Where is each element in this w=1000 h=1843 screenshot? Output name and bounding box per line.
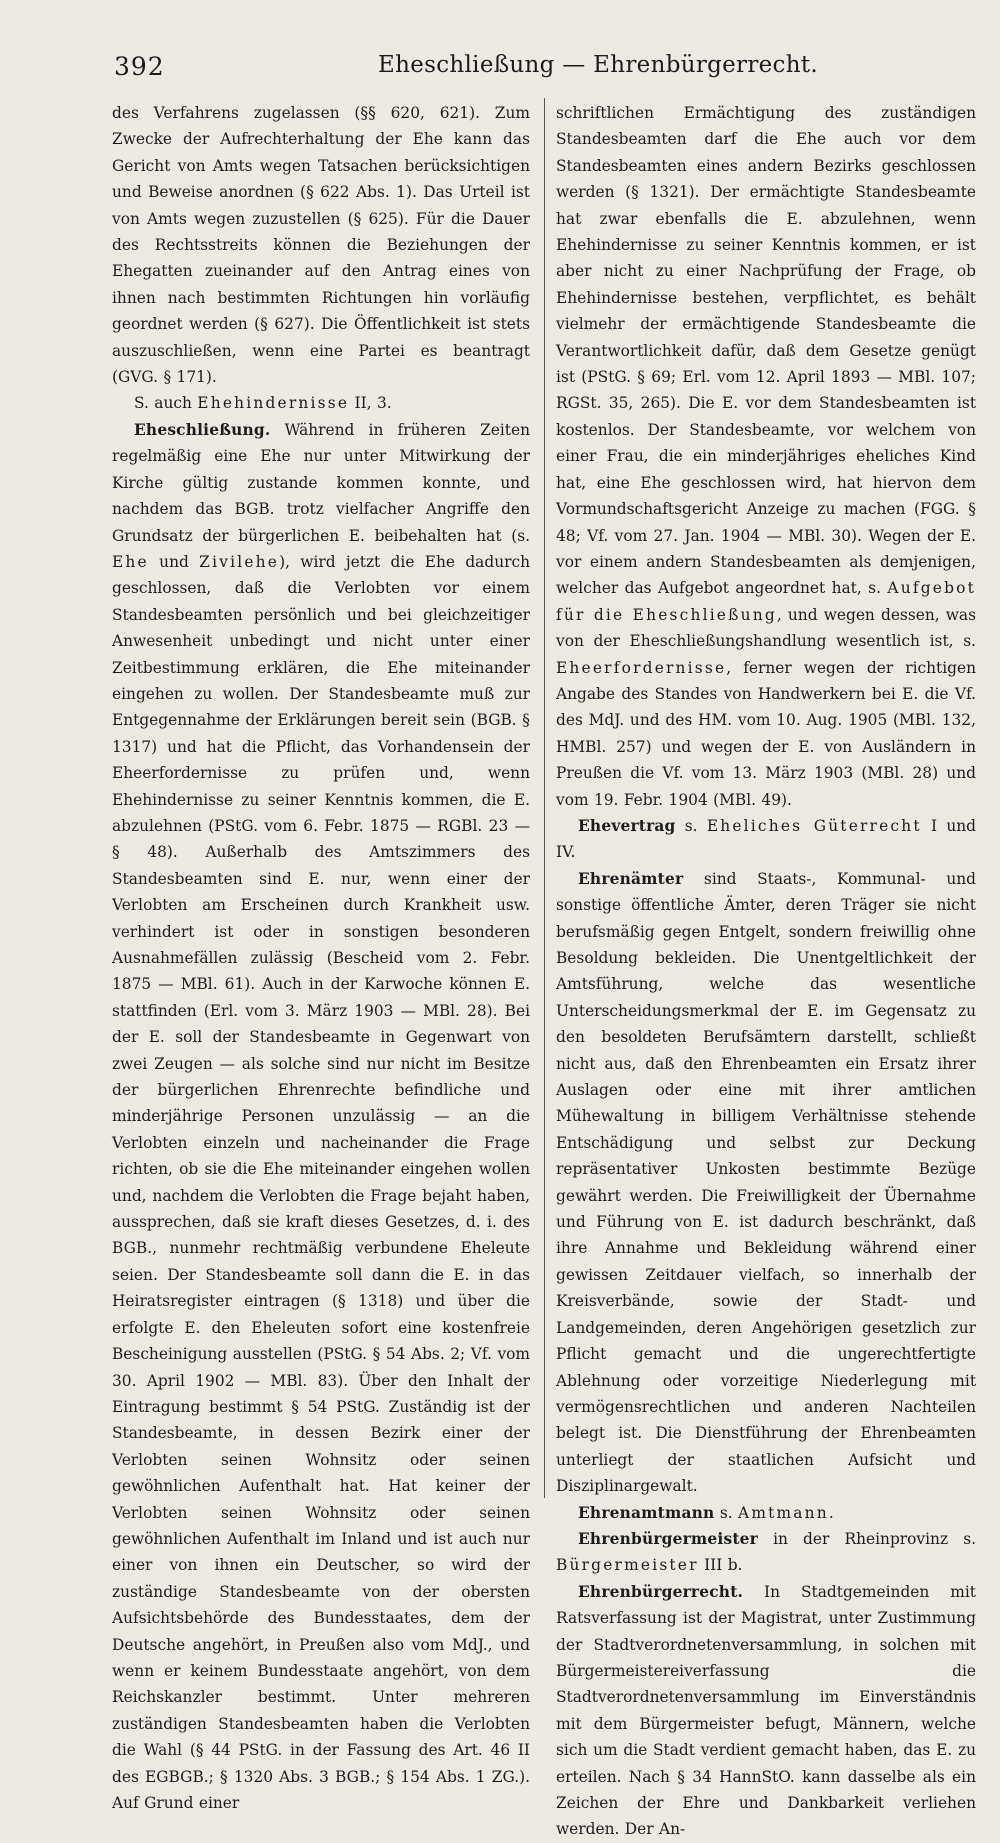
entry-text: s. — [675, 816, 707, 835]
cross-reference: Eheerfordernisse — [556, 658, 727, 677]
entry-text: schriftlichen Ermächtigung des zuständigen Standesbeamten darf die Ehe auch vor dem Standesbeamten eines andern Bezirks geschlossen werden (§ 1321). Der ermächtigte Standesbeamte hat zwar ebenfalls die E. abzulehnen, wenn Ehehindernisse zu seiner Kenntnis kommen, er ist aber nicht zu einer Nachprüfung der Frage, ob Ehehindernisse bestehen, verpflichtet, es behält vielmehr der ermächtigende Standesbeamte die Verantwortlichkeit dafür, daß dem Gesetze genügt ist (PStG. § 69; Erl. vom 12. April 1893 — MBl. 107; RGSt. 35, 265). Die E. vor dem Standesbeamten ist kostenlos. Der Standesbeamte, vor welchem von einer Frau, die ein minderjähriges eheliches Kind hat, eine Ehe geschlossen wird, hat hiervon dem Vormundschaftsgericht Anzeige zu machen (FGG. § 48; Vf. vom 27. Jan. 1904 — MBl. 30). Wegen der E. vor einem andern Standesbeamten als demjenigen, welcher das Aufgebot angeordnet hat, s. — [556, 104, 976, 598]
entry-text: III b. — [698, 1556, 743, 1575]
entry-headword: Ehevertrag — [578, 816, 676, 835]
page-header — [104, 46, 984, 86]
entry-ehrenamtmann — [556, 1500, 976, 1526]
cross-reference: Zivilehe — [199, 552, 280, 571]
cross-reference: Aufgebot für die Eheschließung — [556, 579, 976, 624]
ref-suffix: II, 3. — [349, 394, 392, 413]
entry-ehrenbuergermeister — [556, 1526, 976, 1579]
cross-reference: Amtmann — [738, 1503, 829, 1522]
cross-reference: Ehehindernisse — [197, 394, 350, 413]
entry-text: . — [828, 1503, 834, 1522]
entry-headword: Ehrenämter — [578, 869, 684, 888]
entry-text: s. — [714, 1503, 738, 1522]
entry-ehevertrag — [556, 813, 976, 866]
running-title: Eheschließung — Ehrenbürgerrecht. — [378, 52, 819, 78]
cross-reference: Bürgermeister — [556, 1556, 699, 1575]
column-divider — [544, 98, 545, 1498]
entry-eheschliessung — [112, 417, 530, 1817]
entry-text: Während in früheren Zeiten regelmäßig eine Ehe nur unter Mitwirkung der Kirche gültig zustande kommen konnte, und nachdem das BGB. trotz vielfacher Angriffe den Grundsatz der bürgerlichen E. beibehalten hat (s. — [112, 420, 530, 545]
entry-text: und — [148, 552, 200, 571]
cross-reference-paragraph — [112, 390, 530, 416]
cross-reference: Ehe — [112, 552, 149, 571]
ref-prefix: S. auch — [134, 394, 198, 413]
entry-headword: Ehrenbürgerrecht. — [578, 1582, 744, 1601]
entry-text: , und wegen dessen, was von der Eheschließungshandlung wesentlich ist, s. — [556, 605, 976, 651]
entry-text: ), wird jetzt die Ehe dadurch geschlossen, daß die Verlobten vor einem Standesbeamten persönlich und bei gleichzeitiger Anwesenheit unbedingt und nicht unter einer Zeitbestimmung erklären, die Ehe miteinander eingehen zu wollen. Der Standesbeamte muß zur Entgegennahme der Erklärungen bereit sein (BGB. § 1317) und hat die Pflicht, das Vorhandensein der Eheerfordernisse zu prüfen und, wenn Ehehindernisse zu seiner Kenntnis kommen, die E. abzulehnen (PStG. vom 6. Febr. 1875 — RGBl. 23 — § 48). Außerhalb des Amtszimmers des Standesbeamten sind E. nur, wenn einer der Verlobten am Erscheinen durch Krankheit usw. verhindert ist oder in sonstigen besonderen Ausnahmefällen zulässig (Bescheid vom 2. Febr. 1875 — MBl. 61). Auch in der Karwoche können E. stattfinden (Erl. vom 3. März 1903 — MBl. 28). Bei der E. soll der Standesbeamte in Gegenwart von zwei Zeugen — als solche sind nur nicht im Besitze der bürgerlichen Ehrenrechte befindliche und minderjährige Personen unzulässig — an die Verlobten einzeln und nacheinander die Frage richten, ob sie die Ehe miteinander eingehen wollen und, nachdem die Verlobten die Frage bejaht haben, aussprechen, daß sie kraft dieses Gesetzes, d. i. des BGB., nunmehr rechtmäßig verbundene Eheleute seien. Der Standesbeamte soll dann die E. in das Heiratsregister eintragen (§ 1318) und über die erfolgte E. den Eheleuten sofort eine kostenfreie Bescheinigung ausstellen (PStG. § 54 Abs. 2; Vf. vom 30. April 1902 — MBl. 83). Über den Inhalt der Eintragung bestimmt § 54 PStG. Zuständig ist der Standesbeamte, in dessen Bezirk einer der Verlobten seinen Wohnsitz oder seinen gewöhnlichen Aufenthalt hat. Hat keiner der Verlobten seinen Wohnsitz oder seinen gewöhnlichen Aufenthalt im Inland und ist auch nur einer von ihnen ein Deutscher, so wird der zuständige Standesbeamte von der obersten Aufsichtsbehörde des Bundesstaates, dem der Deutsche angehört, in Preußen also vom MdJ., und wenn er keinem Bundesstaate angehört, von dem Reichskanzler bestimmt. Unter mehreren zuständigen Standesbeamten haben die Verlobten die Wahl (§ 44 PStG. in der Fassung des Art. 46 II des EGBGB.; § 1320 Abs. 3 BGB.; § 154 Abs. 1 ZG.). Auf Grund einer — [112, 552, 531, 1812]
entry-text: , ferner wegen der richtigen Angabe des Standes von Handwerkern bei E. die Vf. des MdJ. und des HM. vom 10. Aug. 1905 (MBl. 132, HMBl. 257) und wegen der E. von Ausländern in Preußen die Vf. vom 13. März 1903 (MBl. 28) und vom 19. Febr. 1904 (MBl. 49). — [556, 658, 976, 809]
entry-ehrenbuergerrecht — [556, 1579, 976, 1843]
entry-headword: Ehrenbürgermeister — [578, 1529, 758, 1548]
entry-headword: Ehrenamtmann — [578, 1503, 715, 1522]
entry-text: in der Rheinprovinz s. — [757, 1529, 976, 1548]
right-column — [556, 100, 977, 1839]
continued-paragraph — [556, 100, 976, 813]
entry-text: sind Staats-, Kommunal- und sonstige öffentliche Ämter, deren Träger sie nicht berufsmäßig gegen Entgelt, sondern freiwillig ohne Besoldung bekleiden. Die Unentgeltlichkeit der Amtsführung, welche das wesentliche Unterscheidungsmerkmal der E. im Gegensatz zu den besoldeten Berufsämtern darstellt, schließt nicht aus, daß den Ehrenbeamten ein Ersatz ihrer Auslagen oder eine mit ihrer amtlichen Mühewaltung in billigem Verhältnisse stehende Entschädigung und selbst zur Deckung repräsentativer Unkosten bestimmte Bezüge gewährt werden. Die Freiwilligkeit der Übernahme und Führung von E. ist dadurch beschränkt, daß ihre Annahme und Bekleidung während einer gewissen Zeitdauer vielfach, so innerhalb der Kreisverbände, sowie der Stadt- und Landgemeinden, deren Angehörigen gesetzlich zur Pflicht gemacht und die ungerechtfertigte Ablehnung oder vorzeitige Niederlegung mit vermögensrechtlichen und anderen Nachteilen belegt ist. Die Dienstführung der Ehrenbeamten unterliegt der staatlichen Aufsicht und Disziplinargewalt. — [556, 869, 976, 1496]
entry-text: In Stadtgemeinden mit Ratsverfassung ist der Magistrat, unter Zustimmung der Stadtverordnetenversammlung, in solchen mit Bürgermeistereiverfassung die Stadtverordnetenversammlung im Einverständnis mit dem Bürgermeister befugt, Männern, welche sich um die Stadt verdient gemacht haben, das E. zu erteilen. Nach § 34 HannStO. kann dasselbe als ein Zeichen der Ehre und Dankbarkeit verliehen werden. Der An- — [556, 1582, 976, 1839]
left-column — [112, 100, 531, 1812]
entry-text: I und IV. — [556, 816, 977, 862]
entry-headword: Eheschließung. — [134, 420, 271, 439]
continued-paragraph: des Verfahrens zugelassen (§§ 620, 621). Zum Zwecke der Aufrechterhaltung der Ehe kann das Gericht von Amts wegen Tatsachen berücksichtigen und Beweise anordnen (§ 622 Abs. 1). Das Urteil ist von Amts wegen zuzustellen (§ 625). Für die Dauer des Rechtsstreits können die Beziehungen der Ehegatten zueinander auf den Antrag eines von ihnen nach bestimmten Richtungen hin vorläufig geordnet werden (§ 627). Die Öffentlichkeit ist stets auszuschließen, wenn eine Partei es beantragt (GVG. § 171). — [112, 104, 530, 387]
entry-ehrenaemter — [556, 866, 976, 1500]
cross-reference: Eheliches Güterrecht — [706, 816, 922, 835]
page-number: 392 — [114, 52, 165, 81]
